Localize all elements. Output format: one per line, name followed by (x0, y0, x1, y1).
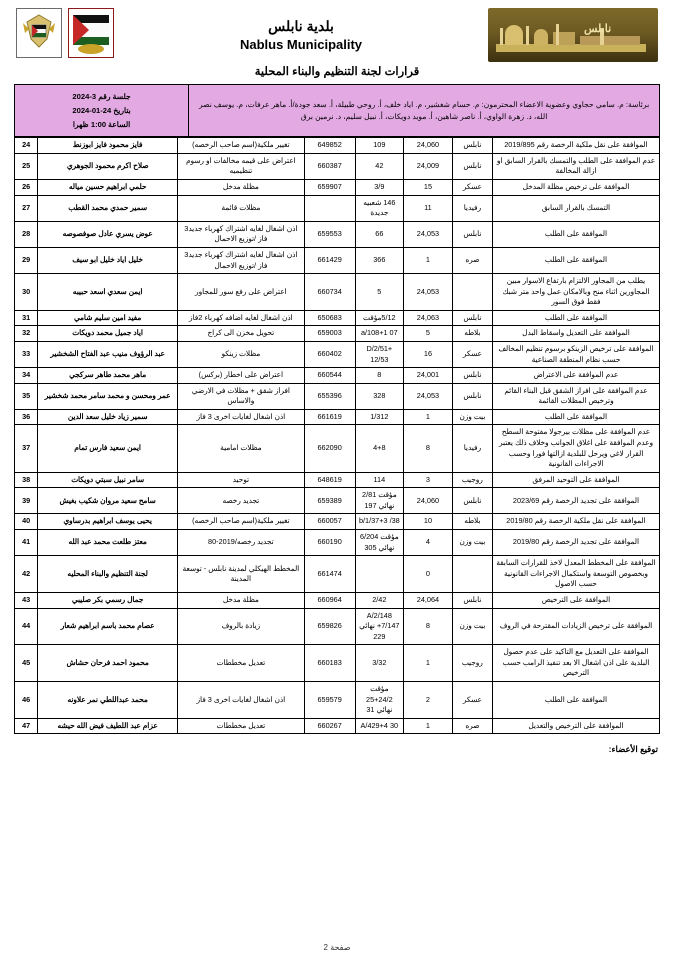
table-row (15, 138, 660, 154)
basin-cell: 24,053 (404, 383, 453, 409)
applicant-cell: ايمن سعيد فارس تمام (38, 425, 178, 472)
file-no-cell: 649852 (304, 138, 355, 154)
subject-cell: توحيد (177, 472, 304, 488)
subject-cell: تغيير ملكية(اسم صاحب الرخصه) (177, 138, 304, 154)
decision-cell: يطلب من المجاور الالتزام بارتفاع الاسوار مبين المجاورين اثناء منح وبالامكان عمل واحد متر شبك فقط فوق السور (492, 274, 659, 311)
row-index-cell: 36 (15, 409, 38, 425)
row-index-cell: 39 (15, 488, 38, 514)
applicant-cell: صلاح اكرم محمود الجوهري (38, 153, 178, 179)
palestine-eagle-emblem-icon (16, 8, 62, 58)
area-cell: بيت وزن (452, 409, 492, 425)
basin-cell: 8 (404, 608, 453, 645)
subject-cell: تعديل مخططات (177, 718, 304, 734)
applicant-cell: محمود احمد فرحان حشاش (38, 645, 178, 682)
decision-cell: الموافقة على نقل ملكية الرخصة رقم 2019/895 (492, 138, 659, 154)
basin-cell: 24,064 (404, 592, 453, 608)
parcel-cell: مؤقت 24/2+25 نهائي 31 (355, 682, 404, 719)
basin-cell: 2 (404, 682, 453, 719)
basin-cell: 15 (404, 180, 453, 196)
parcel-cell: 1/312 (355, 409, 404, 425)
basin-cell: 10 (404, 514, 453, 530)
file-no-cell: 659579 (304, 682, 355, 719)
table-row (15, 326, 660, 342)
row-index-cell: 28 (15, 221, 38, 247)
municipality-name-en: Nablus Municipality (239, 37, 363, 52)
skyline-icon (496, 18, 646, 52)
parcel-cell: 66 (355, 221, 404, 247)
row-index-cell: 26 (15, 180, 38, 196)
applicant-cell: جمال رسمي بكر صليبي (38, 592, 178, 608)
subject-cell: افراز شقق + مظلات في الارضي والاساس (177, 383, 304, 409)
decisions-table (14, 137, 660, 734)
basin-cell: 16 (404, 341, 453, 367)
basin-cell: 24,053 (404, 274, 453, 311)
decision-cell: الموافقة على ترخيص الزيادات المقترحة في الروف (492, 608, 659, 645)
table-row (15, 409, 660, 425)
decision-cell: الموافقة على الطلب (492, 221, 659, 247)
basin-cell: 24,001 (404, 368, 453, 384)
row-index-cell: 35 (15, 383, 38, 409)
row-index-cell: 41 (15, 530, 38, 556)
area-cell: روجيب (452, 472, 492, 488)
parcel-cell: 328 (355, 383, 404, 409)
basin-cell: 11 (404, 195, 453, 221)
row-index-cell: 29 (15, 247, 38, 273)
table-row (15, 488, 660, 514)
file-no-cell: 660402 (304, 341, 355, 367)
area-cell: نابلس (452, 383, 492, 409)
applicant-cell: فايز محمود فايز ابوزنط (38, 138, 178, 154)
committee-members: برئاسة: م. سامي حجاوي وعضوية الاعضاء المحترمون: م. حسام شغشير، م. اياد خلف، أ. روحي طبيلة، أ. سعد جودة/أ. ماهر عرفات، م. يوسف نصر الله، د. زهرة الواوي، أ. ناصر شاهين، أ. مويد دويكات، أ. نبيل سليم، د. نرمين برق (189, 85, 660, 137)
applicant-cell: ماهر محمد طاهر سركجي (38, 368, 178, 384)
parcel-cell: 2/42 (355, 592, 404, 608)
parcel-cell: مؤقت 2/81 نهائي 197 (355, 488, 404, 514)
area-cell: بيت وزن (452, 530, 492, 556)
parcel-cell: 42 (355, 153, 404, 179)
area-cell: نابلس (452, 592, 492, 608)
table-row (15, 514, 660, 530)
parcel-cell: 8 (355, 368, 404, 384)
area-cell: عسكر (452, 180, 492, 196)
meta-row (15, 85, 660, 137)
row-index-cell: 25 (15, 153, 38, 179)
area-cell: عسكر (452, 341, 492, 367)
basin-cell: 5 (404, 326, 453, 342)
subject-cell: اذن اشغال لغايات اخرى 3 فاز (177, 682, 304, 719)
document-header (14, 0, 660, 62)
decision-cell: الموافقة على تجديد الرخصة رقم 2023/69 (492, 488, 659, 514)
table-row (15, 368, 660, 384)
decision-cell: الموافقة على نقل ملكية الرخصة رقم 2019/80 (492, 514, 659, 530)
parcel-cell: 146 شعبيه جديدة (355, 195, 404, 221)
file-no-cell: 660267 (304, 718, 355, 734)
table-row (15, 383, 660, 409)
row-index-cell: 27 (15, 195, 38, 221)
row-index-cell: 31 (15, 310, 38, 326)
file-no-cell: 660544 (304, 368, 355, 384)
decision-cell: التمسك بالقرار السابق (492, 195, 659, 221)
table-row (15, 645, 660, 682)
decision-cell: الموافقة على ترخيص الزينكو برسوم تنظيم المخالف حسب نظام المنطقة الصناعية (492, 341, 659, 367)
file-no-cell (304, 195, 355, 221)
table-row (15, 472, 660, 488)
area-cell: نابلس (452, 138, 492, 154)
subject-cell: مظلات زينكو (177, 341, 304, 367)
applicant-cell: عوض يسري عادل صوفصوصه (38, 221, 178, 247)
subject-cell: اعتراض على قيمه مخالفات او رسوم تنظيميه (177, 153, 304, 179)
decision-cell: الموافقة على تجديد الرخصة رقم 2019/80 (492, 530, 659, 556)
applicant-cell: يحيى يوسف ابراهيم بدرساوي (38, 514, 178, 530)
subject-cell: زيادة بالروف (177, 608, 304, 645)
applicant-cell: ايمن سعدي اسعد حبيبه (38, 274, 178, 311)
parcel-cell: 4+8 (355, 425, 404, 472)
applicant-cell: سامح سعيد مروان شكيب بغيش (38, 488, 178, 514)
row-index-cell: 30 (15, 274, 38, 311)
parcel-cell: A/2/148 +7/147 نهائي 229 (355, 608, 404, 645)
basin-cell: 3 (404, 472, 453, 488)
session-meta-table (14, 84, 660, 137)
area-cell: روجيب (452, 645, 492, 682)
parcel-cell: 3/9 (355, 180, 404, 196)
parcel-cell: a/108+1 07 (355, 326, 404, 342)
row-index-cell: 46 (15, 682, 38, 719)
subject-cell: اذن اشغال لغايات اخرى 3 فاز (177, 409, 304, 425)
file-no-cell: 655396 (304, 383, 355, 409)
emblem-group (16, 8, 114, 58)
parcel-cell: 5 (355, 274, 404, 311)
logo-wordmark: نابلس (584, 23, 612, 35)
table-row (15, 274, 660, 311)
decision-cell: الموافقة على الطلب (492, 409, 659, 425)
applicant-cell: سامر نبيل سبتي دويكات (38, 472, 178, 488)
page-number: صفحة 2 (323, 943, 351, 952)
area-cell: صره (452, 718, 492, 734)
subject-cell: اعتراض على اخطار (بركس) (177, 368, 304, 384)
session-date: بتاريخ 24-01-2024 (72, 105, 131, 115)
subject-cell: مظلات امامية (177, 425, 304, 472)
applicant-cell: سمير زياد خليل سعد الدين (38, 409, 178, 425)
area-cell: نابلس (452, 153, 492, 179)
parcel-cell: مؤقت 6/204 نهائي 305 (355, 530, 404, 556)
subject-cell: تعديل مخططات (177, 645, 304, 682)
basin-cell: 1 (404, 718, 453, 734)
file-no-cell: 662090 (304, 425, 355, 472)
row-index-cell: 38 (15, 472, 38, 488)
file-no-cell: 660183 (304, 645, 355, 682)
applicant-cell: عزام عبد اللطيف فيض الله حيشه (38, 718, 178, 734)
area-cell: صره (452, 247, 492, 273)
session-info (15, 85, 189, 137)
parcel-cell: b/1/37+3 /38 (355, 514, 404, 530)
table-row (15, 425, 660, 472)
applicant-cell: حلمي ابراهيم حسين مياله (38, 180, 178, 196)
area-cell: عسكر (452, 682, 492, 719)
parcel-cell (355, 556, 404, 593)
parcel-cell: D/2/51+ 12/53 (355, 341, 404, 367)
file-no-cell: 661429 (304, 247, 355, 273)
parcel-cell: 3/32 (355, 645, 404, 682)
parcel-cell: 109 (355, 138, 404, 154)
subject-cell: مظلة مدخل (177, 180, 304, 196)
subject-cell: اذن اشغال لغايه اشتراك كهرباء جديد3 فاز /توزيع الاحمال (177, 221, 304, 247)
area-cell: رفيديا (452, 425, 492, 472)
area-cell: بيت وزن (452, 608, 492, 645)
subject-cell: اذن اشغال لغايه اشتراك كهرباء جديد3 فاز /توزيع الاحمال (177, 247, 304, 273)
basin-cell: 24,053 (404, 221, 453, 247)
row-index-cell: 34 (15, 368, 38, 384)
table-row (15, 195, 660, 221)
parcel-cell: A/429+4 30 (355, 718, 404, 734)
decision-cell: عدم الموافقة على مظلات بيرجولا مفتوحة السطح وعدم الموافقة على اغلاق الجوانب وخلاف ذلك يعتبر القرار لاغي ويرحل للبلدية ازالتها فورا وحسب الاجراءات القانونية (492, 425, 659, 472)
applicant-cell: سمير حمدي محمد القطب (38, 195, 178, 221)
table-row (15, 153, 660, 179)
row-index-cell: 40 (15, 514, 38, 530)
area-cell: نابلس (452, 488, 492, 514)
row-index-cell: 32 (15, 326, 38, 342)
page-title (114, 8, 488, 52)
subject-cell: اذن اشغال لغايه اضافه كهرباء 2فاز (177, 310, 304, 326)
file-no-cell: 660057 (304, 514, 355, 530)
basin-cell: 1 (404, 645, 453, 682)
row-index-cell: 44 (15, 608, 38, 645)
row-index-cell: 47 (15, 718, 38, 734)
subject-cell: المخطط الهيكلي لمدينة نابلس - توسعة المدينة (177, 556, 304, 593)
palestine-coat-of-arms-icon (68, 8, 114, 58)
file-no-cell: 659389 (304, 488, 355, 514)
applicant-cell: معتز طلعت محمد عبد الله (38, 530, 178, 556)
basin-cell: 24,060 (404, 488, 453, 514)
applicant-cell: عبد الرؤوف منيب عبد الفتاح الشخشير (38, 341, 178, 367)
applicant-cell: محمد عبداللطي نمر علاونه (38, 682, 178, 719)
area-cell: رفيديا (452, 195, 492, 221)
parcel-cell: 114 (355, 472, 404, 488)
table-row (15, 180, 660, 196)
area-cell: نابلس (452, 310, 492, 326)
decision-cell: الموافقة على التعديل واسقاط البدل (492, 326, 659, 342)
signature-line: توقيع الأعضاء: (608, 744, 658, 755)
basin-cell: 1 (404, 247, 453, 273)
decision-cell: عدم الموافقة على الاعتراض (492, 368, 659, 384)
subject-cell: تجديد رخصه/2019-80 (177, 530, 304, 556)
file-no-cell: 659826 (304, 608, 355, 645)
subject-cell: مظلة مدخل (177, 592, 304, 608)
table-row (15, 608, 660, 645)
applicant-cell: خليل اياد خليل ابو سيف (38, 247, 178, 273)
parcel-cell: 5/12مؤقت (355, 310, 404, 326)
table-row (15, 718, 660, 734)
file-no-cell: 660734 (304, 274, 355, 311)
table-row (15, 682, 660, 719)
area-cell: نابلس (452, 221, 492, 247)
decision-cell: الموافقة على المخطط المعدل لاخذ للقرارات السابقة وبخصوص التوسعة واستكمال الاجراءات القانونية حسب الاصول (492, 556, 659, 593)
decision-cell: الموافقة على الترخيص والتعديل (492, 718, 659, 734)
basin-cell: 0 (404, 556, 453, 593)
file-no-cell: 659907 (304, 180, 355, 196)
decision-cell: الموافقة على الطلب (492, 310, 659, 326)
file-no-cell: 659003 (304, 326, 355, 342)
subject-cell: مظلات قائمة (177, 195, 304, 221)
area-cell: بلاطه (452, 514, 492, 530)
table-row (15, 556, 660, 593)
file-no-cell: 650683 (304, 310, 355, 326)
basin-cell: 24,009 (404, 153, 453, 179)
decision-cell: الموافقة على الترخيص (492, 592, 659, 608)
basin-cell: 8 (404, 425, 453, 472)
basin-cell: 4 (404, 530, 453, 556)
decision-cell: الموافقة على التوحيد المرفق (492, 472, 659, 488)
decision-cell: الموافقة على الطلب (492, 247, 659, 273)
area-cell (452, 556, 492, 593)
row-index-cell: 42 (15, 556, 38, 593)
decision-cell: عدم الموافقة على افراز الشقق قبل البناء القائم وترخيص المظلات القائمة (492, 383, 659, 409)
decision-cell: الموافقة على الطلب (492, 682, 659, 719)
applicant-cell: عمر ومحسن و محمد سامر محمد شخشير (38, 383, 178, 409)
table-row (15, 530, 660, 556)
subject-cell: تحويل مخزن الى كراج (177, 326, 304, 342)
basin-cell: 24,060 (404, 138, 453, 154)
file-no-cell: 660964 (304, 592, 355, 608)
table-row (15, 221, 660, 247)
subject-cell: اعتراض على رفع سور للمجاور (177, 274, 304, 311)
row-index-cell: 24 (15, 138, 38, 154)
file-no-cell: 660387 (304, 153, 355, 179)
session-number: جلسة رقم 3-2024 (72, 92, 131, 101)
row-index-cell: 37 (15, 425, 38, 472)
nablus-skyline-logo (488, 8, 658, 62)
subject-cell: تجديد رخصه (177, 488, 304, 514)
subject-cell: تغيير ملكية(اسم صاحب الرخصه) (177, 514, 304, 530)
row-index-cell: 45 (15, 645, 38, 682)
file-no-cell: 661474 (304, 556, 355, 593)
municipality-name-ar: بلدية نابلس (268, 18, 334, 34)
basin-cell: 1 (404, 409, 453, 425)
area-cell (452, 274, 492, 311)
row-index-cell: 33 (15, 341, 38, 367)
file-no-cell: 648619 (304, 472, 355, 488)
document-subtitle: قرارات لجنة التنظيم والبناء المحلية (254, 66, 420, 78)
table-row (15, 247, 660, 273)
file-no-cell: 661619 (304, 409, 355, 425)
table-row (15, 592, 660, 608)
applicant-cell: لجنة التنظيم والبناء المحليه (38, 556, 178, 593)
table-row (15, 310, 660, 326)
applicant-cell: عصام محمد باسم ابراهيم شعار (38, 608, 178, 645)
parcel-cell: 366 (355, 247, 404, 273)
applicant-cell: مفيد امين سليم شامي (38, 310, 178, 326)
session-time: الساعة 1:00 ظهرا (72, 119, 131, 129)
decision-cell: الموافقة على التعديل مع التاكيد على عدم حصول البلدية على اذن اشغال الا بعد تنفيذ الرامب حسب الترخيص (492, 645, 659, 682)
decision-cell: عدم الموافقة على الطلب والتمسك بالقرار السابق او ازالة المخالفة (492, 153, 659, 179)
row-index-cell: 43 (15, 592, 38, 608)
applicant-cell: اياد جميل محمد دويكات (38, 326, 178, 342)
file-no-cell: 659553 (304, 221, 355, 247)
decision-cell: الموافقة على ترخيص مظلة المدخل (492, 180, 659, 196)
table-row (15, 341, 660, 367)
area-cell: بلاطه (452, 326, 492, 342)
area-cell: نابلس (452, 368, 492, 384)
file-no-cell: 660190 (304, 530, 355, 556)
basin-cell: 24,063 (404, 310, 453, 326)
